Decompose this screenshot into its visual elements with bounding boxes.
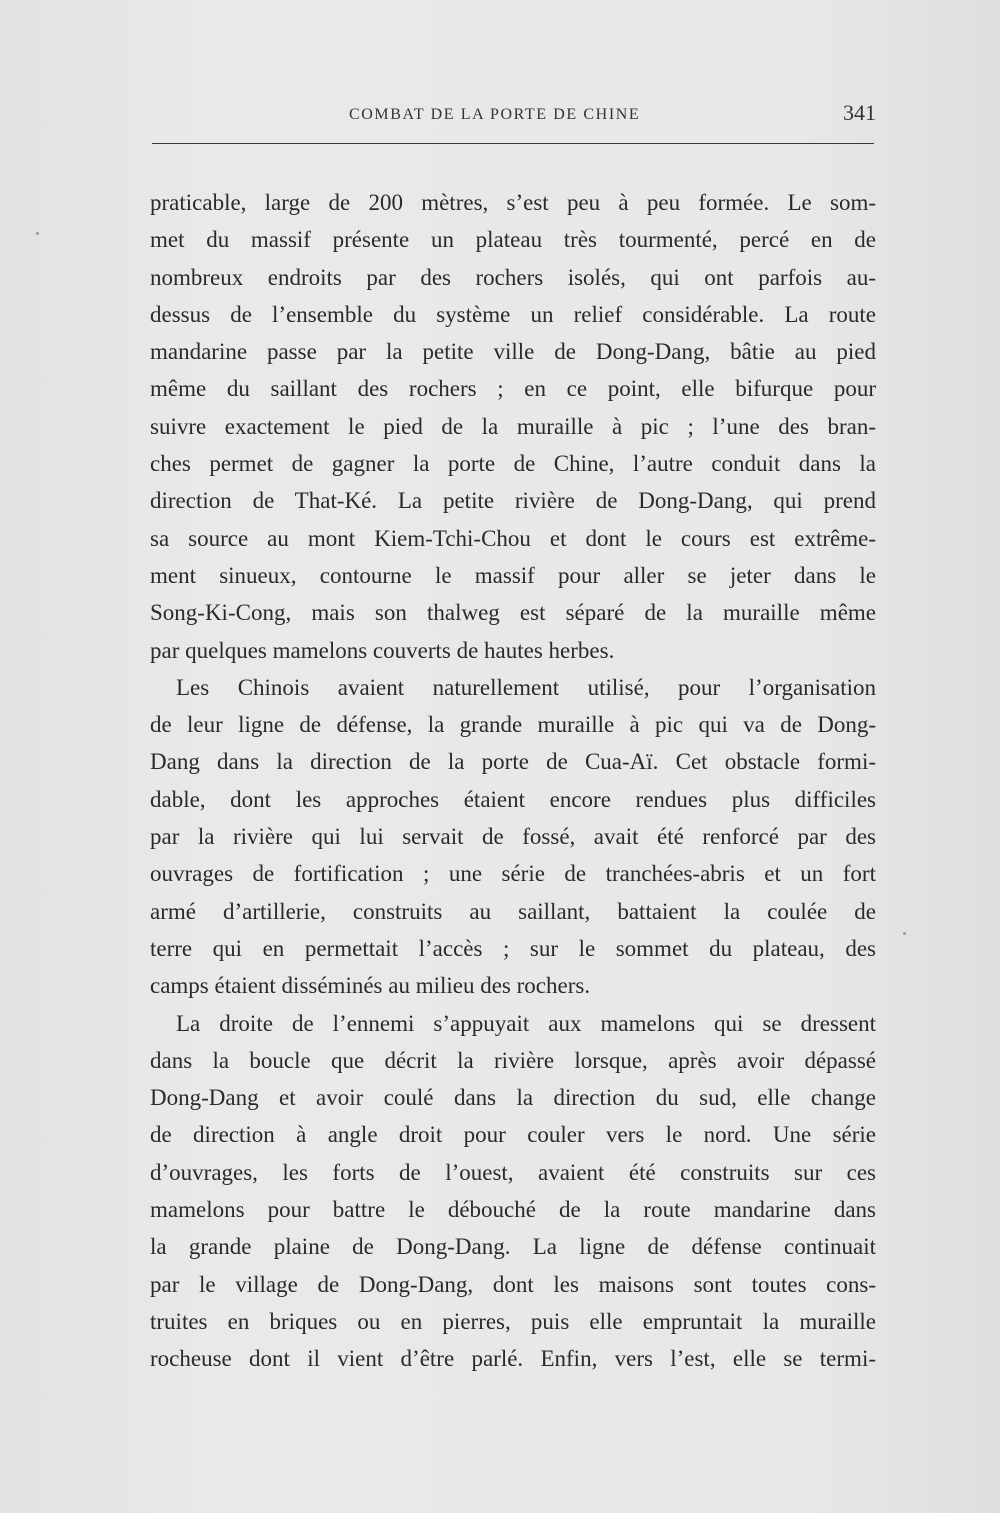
body-text <box>150 184 876 1378</box>
text-line: la grande plaine de Dong-Dang. La ligne de défense continuait <box>150 1234 876 1260</box>
text-line: mamelons pour battre le débouché de la route mandarine dans <box>150 1197 876 1223</box>
text-line: de direction à angle droit pour couler vers le nord. Une série <box>150 1122 876 1148</box>
paragraph-start-line: La droite de l’ennemi s’appuyait aux mamelons qui se dressent <box>176 1010 876 1036</box>
text-line: ment sinueux, contourne le massif pour aller se jeter dans le <box>150 562 876 588</box>
page-header <box>152 100 878 130</box>
text-line: Dong-Dang et avoir coulé dans la direction du sud, elle change <box>150 1085 876 1111</box>
text-line: Dang dans la direction de la porte de Cua-Aï. Cet obstacle formi- <box>150 749 876 775</box>
text-line: praticable, large de 200 mètres, s’est peu à peu formée. Le som- <box>150 190 876 215</box>
text-line: direction de That-Ké. La petite rivière de Dong-Dang, qui prend <box>150 488 876 514</box>
text-line: nombreux endroits par des rochers isolés, qui ont parfois au- <box>150 264 876 290</box>
paper-speck <box>36 232 39 235</box>
text-line: Song-Ki-Cong, mais son thalweg est séparé de la muraille même <box>150 600 876 626</box>
text-line: rocheuse dont il vient d’être parlé. Enfin, vers l’est, elle se termi- <box>150 1346 876 1372</box>
text-line: dans la boucle que décrit la rivière lorsque, après avoir dépassé <box>150 1047 876 1073</box>
text-line: dable, dont les approches étaient encore rendues plus difficiles <box>150 786 876 812</box>
paper-speck <box>903 932 906 935</box>
page-number: 341 <box>843 100 876 125</box>
paragraph-end-line: par quelques mamelons couverts de hautes herbes. <box>150 637 615 663</box>
text-line: truites en briques ou en pierres, puis elle empruntait la muraille <box>150 1308 876 1334</box>
header-rule <box>152 143 874 144</box>
paragraph-start-line: Les Chinois avaient naturellement utilisé, pour l’organisation <box>176 674 876 700</box>
text-line: terre qui en permettait l’accès ; sur le sommet du plateau, des <box>150 935 876 961</box>
text-line: armé d’artillerie, construits au saillant, battaient la coulée de <box>150 898 876 924</box>
text-line: dessus de l’ensemble du système un relief considérable. La route <box>150 301 876 327</box>
text-line: ouvrages de fortification ; une série de tranchées-abris et un fort <box>150 861 876 887</box>
text-line: par le village de Dong-Dang, dont les maisons sont toutes cons- <box>150 1271 876 1297</box>
text-line: met du massif présente un plateau très tourmenté, percé en de <box>150 227 876 253</box>
text-line: même du saillant des rochers ; en ce point, elle bifurque pour <box>150 376 876 402</box>
text-line: par la rivière qui lui servait de fossé, avait été renforcé par des <box>150 824 876 850</box>
text-line: sa source au mont Kiem-Tchi-Chou et dont le cours est extrême- <box>150 525 876 551</box>
text-line: ches permet de gagner la porte de Chine, l’autre conduit dans la <box>150 451 876 477</box>
text-line: de leur ligne de défense, la grande muraille à pic qui va de Dong- <box>150 712 876 738</box>
paragraph-end-line: camps étaient disséminés au milieu des rochers. <box>150 973 591 999</box>
text-line: d’ouvrages, les forts de l’ouest, avaient été construits sur ces <box>150 1159 876 1185</box>
text-line: mandarine passe par la petite ville de Dong-Dang, bâtie au pied <box>150 339 876 365</box>
text-line: suivre exactement le pied de la muraille à pic ; l’une des bran- <box>150 413 876 439</box>
running-head: COMBAT DE LA PORTE DE CHINE <box>349 106 641 123</box>
